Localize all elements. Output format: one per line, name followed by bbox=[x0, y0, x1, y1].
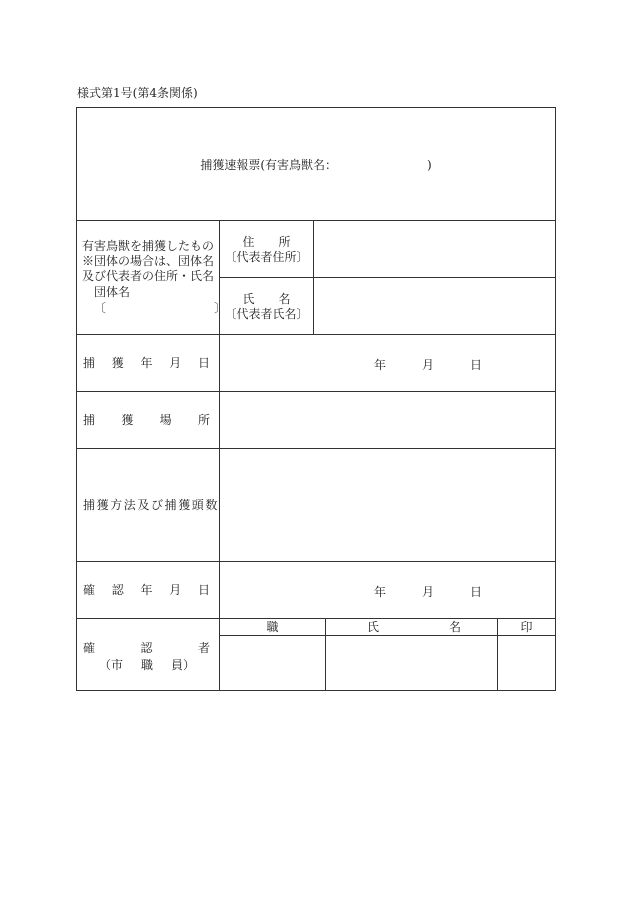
group-name-bracket: 〔 〕 bbox=[94, 301, 227, 315]
capture-method-field[interactable] bbox=[220, 449, 555, 561]
captor-label-line3: 及び代表者の住所・氏名 bbox=[82, 269, 215, 283]
confirmer-label: 確 認 者 bbox=[83, 641, 210, 655]
capture-date-field[interactable] bbox=[374, 356, 482, 373]
confirmer-sublabel: （市 職 員） bbox=[99, 658, 195, 672]
column-header-name-2: 名 bbox=[449, 620, 462, 634]
confirmer-name-field[interactable] bbox=[326, 636, 497, 690]
day-label: 日 bbox=[469, 585, 482, 599]
captor-label-line1: 有害鳥獣を捕獲したもの bbox=[82, 239, 215, 253]
name-sublabel: 〔代表者氏名〕 bbox=[224, 307, 309, 321]
name-field[interactable] bbox=[314, 278, 555, 334]
name-label: 氏 名 bbox=[242, 292, 291, 306]
day-label: 日 bbox=[469, 358, 482, 372]
confirm-date-label: 確 認 年 月 日 bbox=[83, 583, 210, 597]
form-title: 捕獲速報票(有害鳥獣名： ) bbox=[200, 158, 432, 172]
confirmer-post-field[interactable] bbox=[220, 636, 325, 690]
divider bbox=[77, 618, 555, 619]
captor-label-line2: ※団体の場合は、団体名 bbox=[82, 254, 215, 268]
captor-label-line4: 団体名 bbox=[94, 285, 131, 299]
address-label: 住 所 bbox=[242, 235, 291, 249]
year-label: 年 bbox=[374, 585, 387, 599]
capture-place-label: 捕 獲 場 所 bbox=[83, 413, 210, 427]
column-header-name-1: 氏 bbox=[367, 620, 380, 634]
column-header-seal: 印 bbox=[520, 620, 533, 634]
address-field[interactable] bbox=[314, 221, 555, 277]
month-label: 月 bbox=[421, 358, 434, 372]
capture-method-label: 捕獲方法及び捕獲頭数 bbox=[83, 498, 220, 512]
address-sublabel: 〔代表者住所〕 bbox=[224, 250, 309, 264]
form-number: 様式第1号(第4条関係) bbox=[77, 86, 198, 100]
year-label: 年 bbox=[374, 358, 387, 372]
capture-date-label: 捕 獲 年 月 日 bbox=[83, 356, 210, 370]
month-label: 月 bbox=[421, 585, 434, 599]
divider bbox=[77, 561, 555, 562]
divider bbox=[77, 334, 555, 335]
confirmer-seal-field[interactable] bbox=[498, 636, 555, 690]
confirm-date-field[interactable] bbox=[374, 583, 482, 600]
column-header-post: 職 bbox=[266, 620, 279, 634]
capture-place-field[interactable] bbox=[220, 392, 555, 448]
report-form-table bbox=[76, 107, 556, 691]
